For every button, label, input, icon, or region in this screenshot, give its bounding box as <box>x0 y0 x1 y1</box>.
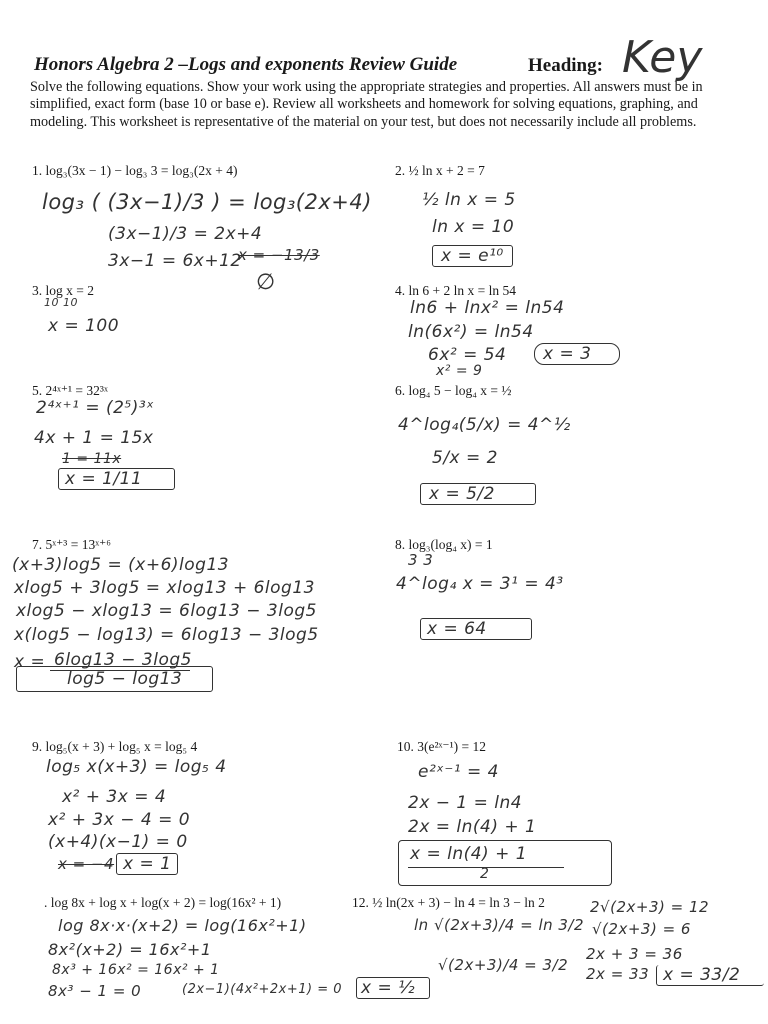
work-line: ln6 + lnx² = ln54 <box>410 298 565 318</box>
answer-box: x = 64 <box>420 618 532 640</box>
work-line: 4^log₄(5/x) = 4^½ <box>398 415 571 435</box>
problem-equation: log 8x + log x + log(x + 2) = log(16x² + 1) <box>50 895 282 910</box>
work-line: √(2x+3)/4 = 3/2 <box>438 956 569 974</box>
work-line: 2x = ln(4) + 1 <box>408 817 537 837</box>
work-line: 8x³ − 1 = 0 <box>48 982 142 1000</box>
answer: x = 100 <box>48 316 120 336</box>
work-line: 5/x = 2 <box>432 448 498 468</box>
problem-number: 12. <box>352 895 369 910</box>
problem-equation: ln 6 + 2 ln x = ln 54 <box>408 283 516 298</box>
work-line: 2x + 3 = 36 <box>586 945 683 963</box>
work-line: 2x − 1 = ln4 <box>408 793 523 813</box>
work-line: log₃ ( (3x−1)/3 ) = log₃(2x+4) <box>42 190 372 214</box>
problem-1 <box>32 163 237 179</box>
answer: x = ln(4) + 1 <box>410 844 528 864</box>
problem-equation: log₃(3x − 1) − log₃ 3 = log₃(2x + 4) <box>45 163 238 178</box>
work-line: 8x³ + 16x² = 16x² + 1 <box>52 962 220 978</box>
answer <box>356 977 430 999</box>
work-line: 8x²(x+2) = 16x²+1 <box>48 940 212 959</box>
problem-number: 3. <box>32 283 43 298</box>
answer <box>420 483 536 505</box>
answer-box: x = 3 <box>534 343 620 365</box>
problem-number: . <box>44 895 48 910</box>
answer <box>534 343 620 365</box>
answer <box>16 666 213 692</box>
problem-number: 5. <box>32 383 43 398</box>
work-line: x = <box>14 652 46 672</box>
answer <box>432 245 513 267</box>
problem-number: 9. <box>32 739 43 754</box>
answer-box: x = 33/2 <box>656 965 764 986</box>
instructions: Solve the following equations. Show your work using the appropriate strategies and properties. All answers must be in simplified, exact form (base 10 or base e). Review all worksheets and homework for solving equations, graphing, and modeling. This worksheet is representative of the material on your test, but does not necessarily include all problems. <box>30 79 703 130</box>
problem-equation: 5ˣ⁺³ = 13ˣ⁺⁶ <box>45 537 111 552</box>
work-line: 3x−1 = 6x+12 <box>108 251 242 271</box>
work-line: (x+3)log5 = (x+6)log13 <box>12 555 230 575</box>
answer <box>116 853 178 875</box>
answer-denominator: 2 <box>480 866 490 882</box>
answer-box: x = 1/11 <box>58 468 175 490</box>
problem-9 <box>32 739 197 755</box>
answer-box: x = 1 <box>116 853 178 875</box>
answer-box: x = e¹⁰ <box>432 245 513 267</box>
work-line: ln(6x²) = ln54 <box>408 322 534 342</box>
problem-number: 10. <box>397 739 414 754</box>
problem-equation: 2⁴ˣ⁺¹ = 32³ˣ <box>45 383 108 398</box>
problem-equation: log₄ 5 − log₄ x = ½ <box>408 383 512 398</box>
work-line: x² + 3x = 4 <box>62 787 167 807</box>
problem-number: 6. <box>395 383 406 398</box>
answer-numerator: 6log13 − 3log5 <box>54 650 192 670</box>
page-title: Honors Algebra 2 –Logs and exponents Review Guide <box>34 54 458 75</box>
problem-equation: 3(e²ˣ⁻¹) = 12 <box>417 739 486 754</box>
problem-5 <box>32 383 108 399</box>
problem-equation: log x = 2 <box>45 283 94 298</box>
work-line: 2x = 33 <box>586 965 650 983</box>
problem-equation: log₅(x + 3) + log₅ x = log₅ 4 <box>45 739 198 754</box>
problem-2 <box>395 163 485 179</box>
work-line: e²ˣ⁻¹ = 4 <box>418 762 499 782</box>
rejected-solution: x = −4 <box>58 855 115 873</box>
problem-number: 4. <box>395 283 406 298</box>
problem-4 <box>395 283 516 299</box>
work-line: 1 = 11x <box>62 451 122 467</box>
answer-box: log5 − log13 <box>16 666 213 692</box>
no-solution-symbol: ∅ <box>256 270 276 295</box>
work-line: x² + 3x − 4 = 0 <box>48 810 191 830</box>
work-line: ln x = 10 <box>432 217 515 237</box>
problem-10 <box>397 739 486 755</box>
work-line: 2⁴ˣ⁺¹ = (2⁵)³ˣ <box>36 398 155 418</box>
work-line: 2√(2x+3) = 12 <box>590 898 710 916</box>
work-line: ln √(2x+3)/4 = ln 3/2 <box>414 916 585 934</box>
problem-equation: log₃(log₄ x) = 1 <box>408 537 493 552</box>
problem-number: 7. <box>32 537 43 552</box>
problem-11 <box>44 895 281 911</box>
work-line: 10 10 <box>44 296 78 309</box>
work-line: xlog5 + 3log5 = xlog13 + 6log13 <box>14 578 315 598</box>
work-line: (3x−1)/3 = 2x+4 <box>108 224 263 244</box>
work-line: x² = 9 <box>436 363 483 379</box>
answer <box>656 965 764 986</box>
work-line: log₅ x(x+3) = log₅ 4 <box>46 757 227 777</box>
problem-number: 8. <box>395 537 406 552</box>
work-line: 6x² = 54 <box>428 345 507 365</box>
work-line: xlog5 − xlog13 = 6log13 − 3log5 <box>16 601 317 621</box>
problem-6 <box>395 383 512 399</box>
handwritten-key: Key <box>622 32 703 83</box>
work-line-crossed: x = −13/3 <box>238 246 320 264</box>
work-line: √(2x+3) = 6 <box>592 920 691 938</box>
work-line: x(log5 − log13) = 6log13 − 3log5 <box>14 625 319 645</box>
work-line: log 8x·x·(x+2) = log(16x²+1) <box>58 916 307 935</box>
problem-equation: ½ ln(2x + 3) − ln 4 = ln 3 − ln 2 <box>372 895 545 910</box>
work-line: ½ ln x = 5 <box>422 190 516 210</box>
problem-7 <box>32 537 111 553</box>
work-line: (x+4)(x−1) = 0 <box>48 832 188 852</box>
work-line: 4^log₄ x = 3¹ = 4³ <box>396 574 564 594</box>
problem-equation: ½ ln x + 2 = 7 <box>408 163 485 178</box>
problem-12 <box>352 895 545 911</box>
answer <box>420 618 532 640</box>
work-line: 3 3 <box>408 551 434 569</box>
heading-label: Heading: <box>528 55 603 76</box>
work-line: 4x + 1 = 15x <box>34 428 154 448</box>
answer-box: x = ½ <box>356 977 430 999</box>
problem-number: 2. <box>395 163 406 178</box>
answer <box>58 468 175 490</box>
answer-box: x = 5/2 <box>420 483 536 505</box>
work-line: (2x−1)(4x²+2x+1) = 0 <box>182 982 343 997</box>
problem-number: 1. <box>32 163 43 178</box>
